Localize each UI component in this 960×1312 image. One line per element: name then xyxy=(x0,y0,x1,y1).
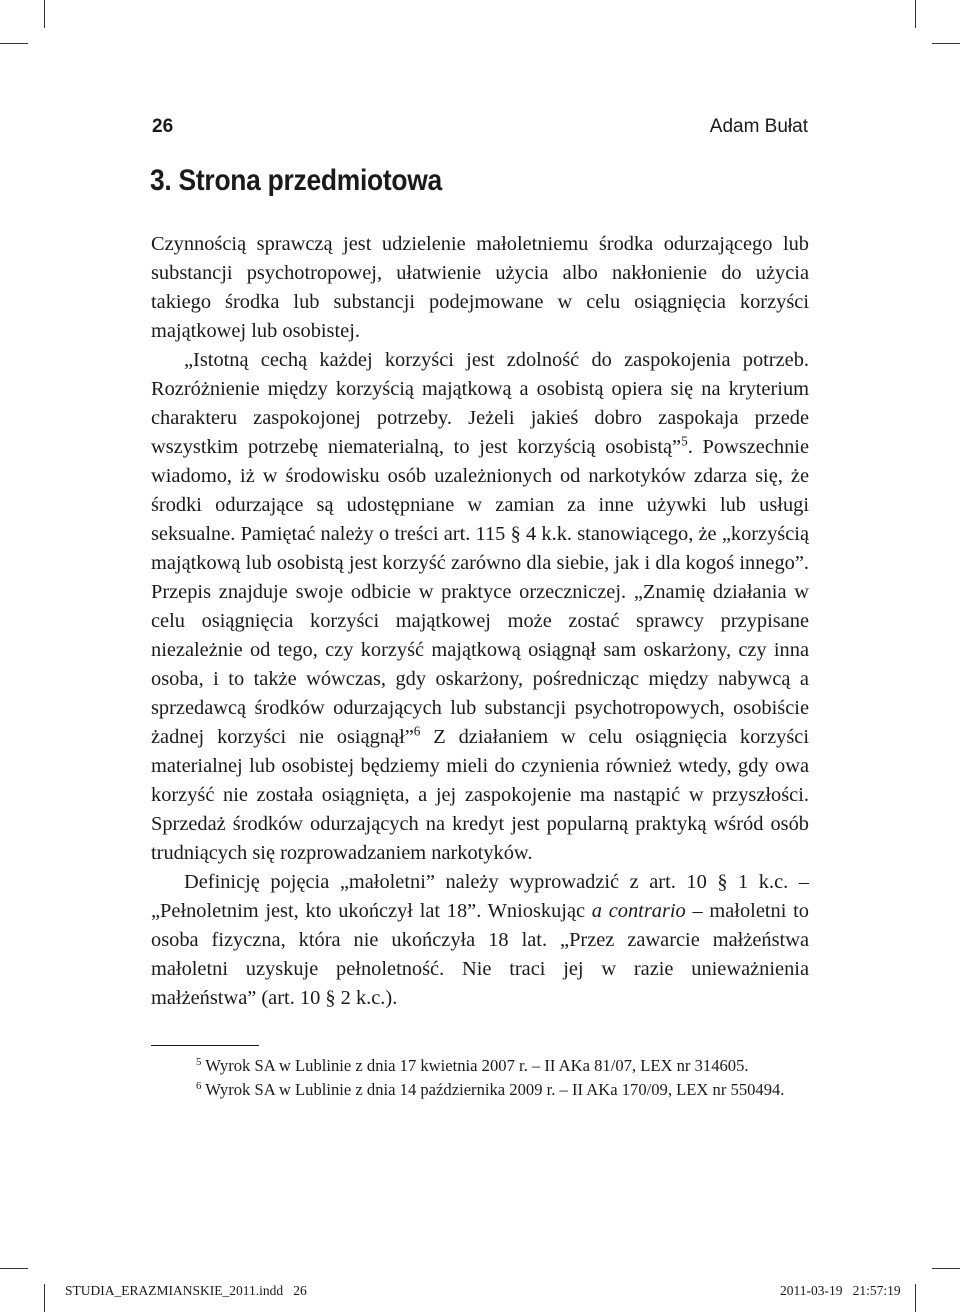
footnotes xyxy=(151,1054,809,1101)
footnote-divider xyxy=(151,1045,259,1046)
paragraph-2-text-a: „Istotną cechą każdej korzyści jest zdolność do zaspokojenia potrzeb. Rozróżnienie między korzyścią majątkową a osobistą opiera się na kryterium charakteru zaspokojonej potrzeby. Jeżeli jakieś dobro zaspokaja przede wszystkim potrzebę niematerialną, to jest korzyścią osobistą” xyxy=(151,349,809,458)
paragraph-2 xyxy=(151,346,809,868)
paragraph-3-text-b: – małoletni to osoba fizyczna, która nie ukończyła 18 lat. „Przez zawarcie małżeństwa małoletni uzyskuje pełnoletność. Nie traci jej w razie unieważnienia małżeństwa” (art. 10 § 2 k.c.). xyxy=(151,900,809,1009)
section-title: 3. Strona przedmiotowa xyxy=(150,164,442,197)
page-number: 26 xyxy=(152,116,174,137)
footnote-5 xyxy=(151,1054,809,1078)
footnote-5-text: Wyrok SA w Lublinie z dnia 17 kwietnia 2007 r. – II AKa 81/07, LEX nr 314605. xyxy=(201,1056,749,1075)
crop-mark-top-right xyxy=(915,0,916,28)
footnote-6-number: 6 xyxy=(196,1079,202,1092)
crop-mark-top-left-h xyxy=(0,43,28,44)
footer-filename: STUDIA_ERAZMIANSKIE_2011.indd 26 xyxy=(65,1283,307,1298)
crop-mark-bottom-left-h xyxy=(0,1268,28,1269)
crop-mark-top-left xyxy=(44,0,45,28)
footnote-ref-5[interactable]: 5 xyxy=(681,433,688,449)
body-text xyxy=(151,230,809,1013)
footnote-6 xyxy=(151,1078,809,1102)
crop-mark-bottom-right-h xyxy=(932,1268,960,1269)
paragraph-3 xyxy=(151,868,809,1013)
paragraph-2-text-c: Z działaniem w celu osiągnięcia korzyści materialnej lub osobistej będziemy mieli do czynienia również wtedy, gdy owa korzyść nie została osiągnięta, a jej zaspokojenie ma nastąpić w przyszłości. Sprzedaż środków odurzających na kredyt jest popularną praktyką wśród osób trudniących się rozprowadzaniem narkotyków. xyxy=(151,726,809,864)
paragraph-3-italic: a contrario xyxy=(591,900,686,922)
paragraph-1-text: Czynnością sprawczą jest udzielenie małoletniemu środka odurzającego lub substancji psychotropowej, ułatwienie użycia albo nakłonienie do użycia takiego środka lub substancji podejmowane w celu osiągnięcia korzyści majątkowej lub osobistej. xyxy=(151,233,809,342)
footnote-5-number: 5 xyxy=(196,1056,202,1069)
paragraph-1 xyxy=(151,230,809,346)
paragraph-2-text-b: . Powszechnie wiadomo, iż w środowisku osób uzależnionych od narkotyków zdarza się, że środki odurzające są udostępniane w zamian za inne używki lub usługi seksualne. Pamiętać należy o treści art. 115 § 4 k.k. stanowiącego, że „korzyścią majątkową lub osobistą jest korzyść zarówno dla siebie, jak i dla kogoś innego”. Przepis znajduje swoje odbicie w praktyce orzeczniczej. „Znamię działania w celu osiągnięcia korzyści majątkowej może zostać sprawcy przypisane niezależnie od tego, czy korzyść majątkową osiągnął sam oskarżony, czy inna osoba, i to także wówczas, gdy oskarżony, pośrednicząc między nabywcą a sprzedawcą środków odurzających lub substancji psychotropowych, osobiście żadnej korzyści nie osiągnął” xyxy=(151,436,810,748)
footer-timestamp: 2011-03-19 21:57:19 xyxy=(780,1283,901,1298)
paragraph-3-text-a: Definicję pojęcia „małoletni” należy wyprowadzić z art. 10 § 1 k.c. – „Pełnoletnim jest, kto ukończył lat 18”. Wnioskując xyxy=(151,871,809,922)
crop-mark-bottom-left xyxy=(44,1284,45,1312)
footnote-ref-6[interactable]: 6 xyxy=(413,723,421,739)
crop-mark-bottom-right xyxy=(915,1284,916,1312)
crop-mark-top-right-h xyxy=(932,43,960,44)
footnote-6-text: Wyrok SA w Lublinie z dnia 14 października 2009 r. – II AKa 170/09, LEX nr 550494. xyxy=(201,1079,785,1099)
running-header-author: Adam Bułat xyxy=(709,116,808,137)
